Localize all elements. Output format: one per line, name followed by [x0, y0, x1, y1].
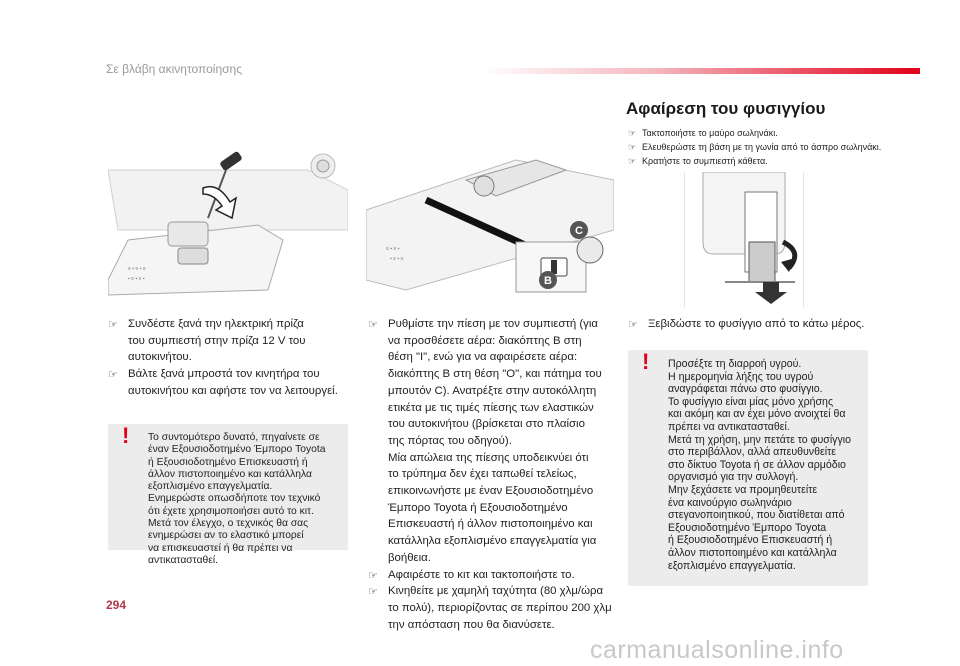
figure-compressor-plug [108, 130, 348, 302]
label-c: C [575, 225, 583, 237]
watermark: carmanualsonline.info [590, 636, 844, 664]
svg-text:▪ ≡ ▪ ≡ ▪: ▪ ≡ ▪ ≡ ▪ [128, 276, 145, 282]
arrow-icon: ☞ [628, 142, 637, 152]
arrow-icon: ☞ [368, 319, 378, 331]
list-item: ☞ Βάλτε ξανά μπροστά τον κινητήρα του αυτοκινήτου και αφήστε τον να λειτουργεί. [108, 368, 338, 397]
column3-bullets [628, 316, 928, 333]
figure-cartridge [684, 172, 804, 308]
removal-steps [628, 126, 928, 168]
list-item: ☞ Ελευθερώστε τη βάση με τη γωνία από το άσπρο σωληνάκι. [628, 142, 882, 152]
section-heading: Αφαίρεση του φυσιγγίου [626, 99, 826, 118]
list-item: ☞ Τακτοποιήστε το μαύρο σωληνάκι. [628, 128, 778, 138]
warning-icon: ! [122, 423, 130, 448]
figure-pressure-switch [366, 150, 614, 302]
arrow-icon: ☞ [368, 586, 378, 599]
warning-box-fluid: ! Προσέξτε τη διαρροή υγρού. Η ημερομηνία λήξης του υγρού αναγράφεται πάνω στο φυσίγγιο. Το φυσίγγιο είναι μίας μόνο χρήσης και ακόμη και αν έχει μόνο ανοιχτεί θα πρέπει να αντικατασταθεί. Μετά τη χρήση, μην πετάτε το φυσίγγιο στο περιβάλλον, αλλά απευθυνθείτε στο δίκτυο Toyota ή σε άλλον αρμόδιο οργανισμό για την συλλογή. Μην ξεχάσετε να προμηθευτείτε ένα καινούργιο σωληνάριο στεγανοποιητικού, που διατίθεται από Εξουσιοδοτημένο Έμπορο Toyota ή Εξουσιοδοτημένο Επισκευαστή ή άλλον πιστοποιημένο και κατάλληλα εξοπλισμένο επαγγελματία. [628, 350, 868, 586]
header-accent-bar [480, 68, 920, 74]
warning-icon: ! [642, 349, 650, 374]
pressure-switch-illustration [366, 150, 614, 302]
label-b: B [544, 275, 552, 287]
arrow-icon: ☞ [368, 569, 378, 582]
svg-text:▪ ≡ ▪ ≡: ▪ ≡ ▪ ≡ [390, 256, 404, 262]
list-item: ☞ Ξεβιδώστε το φυσίγγιο από το κάτω μέρος. [628, 316, 928, 333]
compressor-plug-illustration [108, 130, 348, 302]
arrow-icon: ☞ [108, 319, 118, 331]
arrow-icon: ☞ [628, 156, 637, 166]
page-number: 294 [106, 598, 127, 612]
column2-bullets [368, 316, 620, 633]
list-item: ☞ Συνδέστε ξανά την ηλεκτρική πρίζα του συμπιεστή στην πρίζα 12 V του αυτοκινήτου. [108, 318, 306, 364]
list-item: ☞ Αφαιρέστε το κιτ και τακτοποιήστε το. [368, 567, 620, 584]
arrow-icon: ☞ [108, 369, 118, 382]
list-item: ☞ Κρατήστε το συμπιεστή κάθετα. [628, 156, 768, 166]
svg-text:≡ ▪ ≡ ▪ ≡: ≡ ▪ ≡ ▪ ≡ [128, 266, 146, 272]
arrow-icon: ☞ [628, 319, 638, 331]
svg-text:≡ ▪ ≡ ▪: ≡ ▪ ≡ ▪ [386, 246, 400, 252]
running-header: Σε βλάβη ακινητοποίησης [106, 62, 243, 76]
list-item: ☞ Κινηθείτε με χαμηλή ταχύτητα (80 χλμ/ώρα το πολύ), περιορίζοντας σε περίπου 200 χλμ την απόσταση που θα διανύσετε. [368, 585, 612, 631]
column1-bullets [108, 316, 358, 400]
arrow-icon: ☞ [628, 128, 637, 138]
warning-box-repair: ! Το συντομότερο δυνατό, πηγαίνετε σε έναν Εξουσιοδοτημένο Έμπορο Toyota ή Εξουσιοδοτημένο Επισκευαστή ή άλλον πιστοποιημένο και κατάλληλα εξοπλισμένο επαγγελματία. Ενημερώστε οπωσδήποτε τον τεχνικό ότι έχετε χρησιμοποιήσει αυτό το κιτ. Μετά τον έλεγχο, ο τεχνικός θα σας ενημερώσει αν το ελαστικό μπορεί να επισκευαστεί ή θα πρέπει να αντικατασταθεί. [108, 424, 348, 550]
cartridge-illustration [685, 172, 803, 308]
list-item: ☞ Ρυθμίστε την πίεση με τον συμπιεστή (για να προσθέσετε αέρα: διακόπτης B στη θέση "I", ενώ για να αφαιρέσετε αέρα: διακόπτης B στη θέση "O", και πάτημα του μπουτόν C). Ανατρέξτε στην αυτοκόλλητη ετικέτα με τις τιμές πίεσης των ελαστικών του αυτοκινήτου (βρίσκεται στο πλαίσιο της πόρτας του οδηγού). Μία απώλεια της πίεσης υποδεικνύει ότι το τρύπημα δεν έχει ταπωθεί τελείως, επικοινωνήστε με έναν Εξουσιοδοτημένο Έμπορο Toyota ή Εξουσιοδοτημένο Επισκευαστή ή άλλον πιστοποιημένο και κατάλληλα εξοπλισμένο επαγγελματία για βοήθεια. [368, 318, 602, 564]
